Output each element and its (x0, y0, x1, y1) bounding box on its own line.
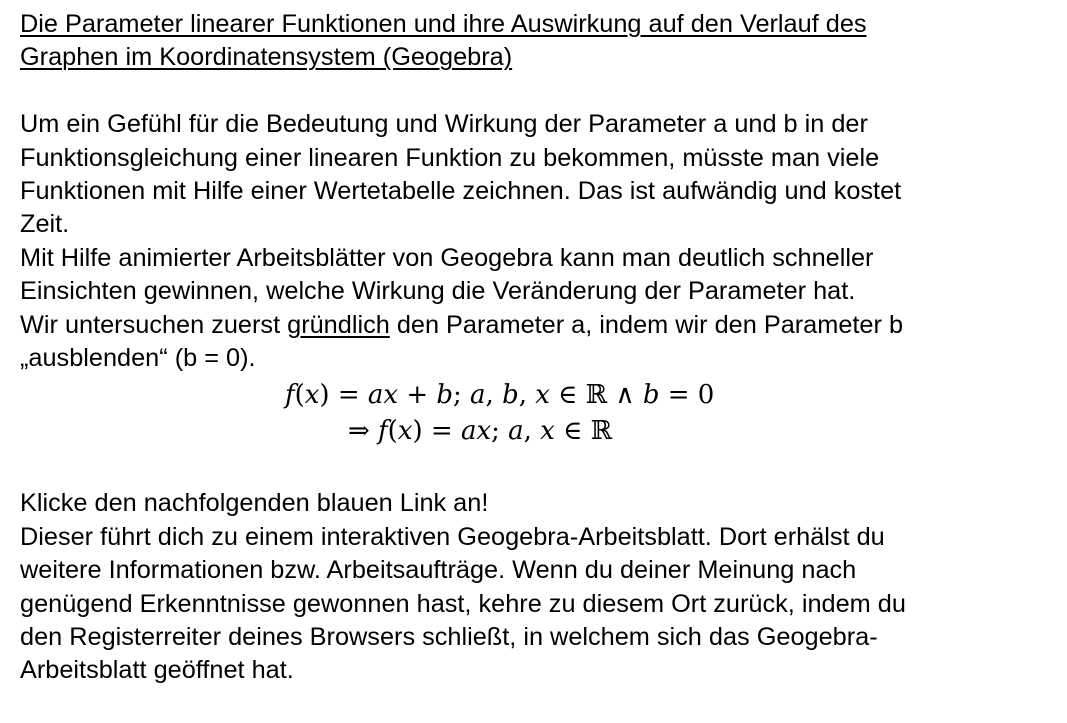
intro-line-6: Einsichten gewinnen, welche Wirkung die Veränderung der Parameter hat. (20, 277, 856, 306)
intro-line-2: Funktionsgleichung einer linearen Funktion zu bekommen, müsste man viele (20, 143, 880, 172)
instructions-line-6: Arbeitsblatt geöffnet hat. (20, 656, 294, 685)
intro-line-3: Funktionen mit Hilfe einer Wertetabelle zeichnen. Das ist aufwändig und kostet (20, 177, 902, 206)
instructions-line-5: den Registerreiter deines Browsers schließt, in welchem sich das Geogebra- (20, 623, 878, 652)
intro-line-1: Um ein Gefühl für die Bedeutung und Wirkung der Parameter a und b in der (20, 110, 868, 139)
document-page (20, 8, 1050, 688)
instructions-paragraph (20, 487, 1050, 687)
intro-line-7 (20, 309, 1050, 342)
intro-line-8: „ausblenden“ (b = 0). (20, 344, 256, 373)
intro-line-4: Zeit. (20, 210, 70, 239)
instructions-line-4: genügend Erkenntnisse gewonnen hast, kehre zu diesem Ort zurück, indem du (20, 589, 906, 618)
emphasis-gruendlich: gründlich (287, 310, 390, 339)
instructions-line-3: weitere Informationen bzw. Arbeitsaufträge. Wenn du deiner Meinung nach (20, 556, 857, 585)
instructions-line-2: Dieser führt dich zu einem interaktiven Geogebra-Arbeitsblatt. Dort erhälst du (20, 522, 885, 551)
intro-paragraph (20, 108, 1050, 375)
title-line-1: Die Parameter linearer Funktionen und ihre Auswirkung auf den Verlauf des (20, 10, 867, 38)
instructions-line-1: Klicke den nachfolgenden blauen Link an! (20, 489, 489, 518)
title-line-2: Graphen im Koordinatensystem (Geogebra) (20, 43, 513, 72)
formula-line-1: 𝑓(𝑥) = 𝑎𝑥 + 𝑏; 𝑎, 𝑏, 𝑥 ∈ ℝ ∧ 𝑏 = 0 (285, 380, 715, 411)
document-title (20, 8, 1050, 75)
intro-line-7-start: Wir untersuchen zuerst (20, 310, 288, 339)
intro-line-5: Mit Hilfe animierter Arbeitsblätter von Geogebra kann man deutlich schneller (20, 243, 874, 272)
blank-line (20, 75, 1050, 108)
formula-line-2: ⇒ 𝑓(𝑥) = 𝑎𝑥; 𝑎, 𝑥 ∈ ℝ (348, 416, 613, 447)
intro-line-7-end: den Parameter a, indem wir den Parameter b (389, 310, 904, 339)
formula-block (20, 377, 1050, 449)
blank-line (20, 449, 1050, 487)
